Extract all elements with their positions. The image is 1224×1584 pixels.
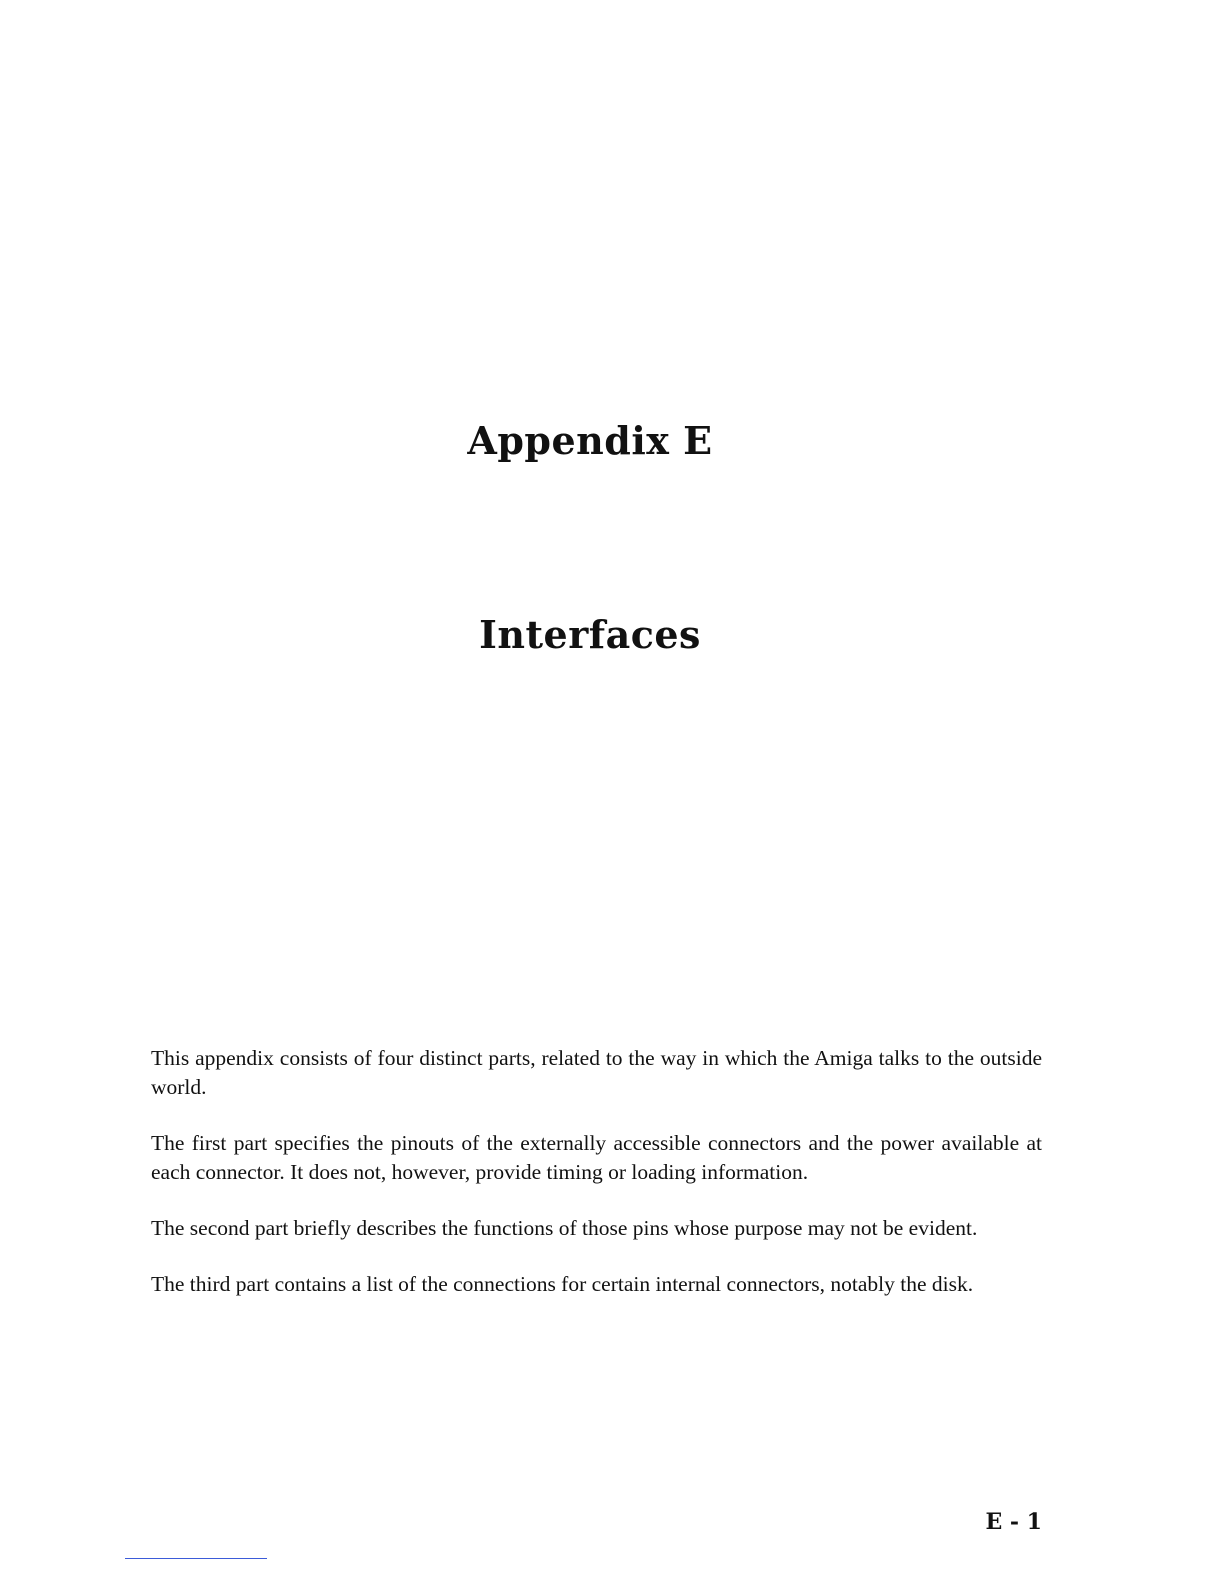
paragraph-part-three: The third part contains a list of the connections for certain internal connectors, notably the disk.: [151, 1272, 974, 1296]
paragraph-intro: This appendix consists of four distinct parts, related to the way in which the Amiga talks to the outside world.: [151, 1046, 1042, 1099]
body-text: [151, 1044, 1042, 1326]
paragraph-part-two: The second part briefly describes the functions of those pins whose purpose may not be evident.: [151, 1216, 978, 1240]
page-number: E - 1: [985, 1509, 1042, 1535]
appendix-label: Appendix E: [467, 418, 713, 463]
chapter-title: Interfaces: [479, 612, 701, 657]
scan-artifact-line: [125, 1558, 267, 1559]
paragraph-part-one: The first part specifies the pinouts of the externally accessible connectors and the power available at each connector. It does not, however, provide timing or loading information.: [151, 1131, 1042, 1184]
